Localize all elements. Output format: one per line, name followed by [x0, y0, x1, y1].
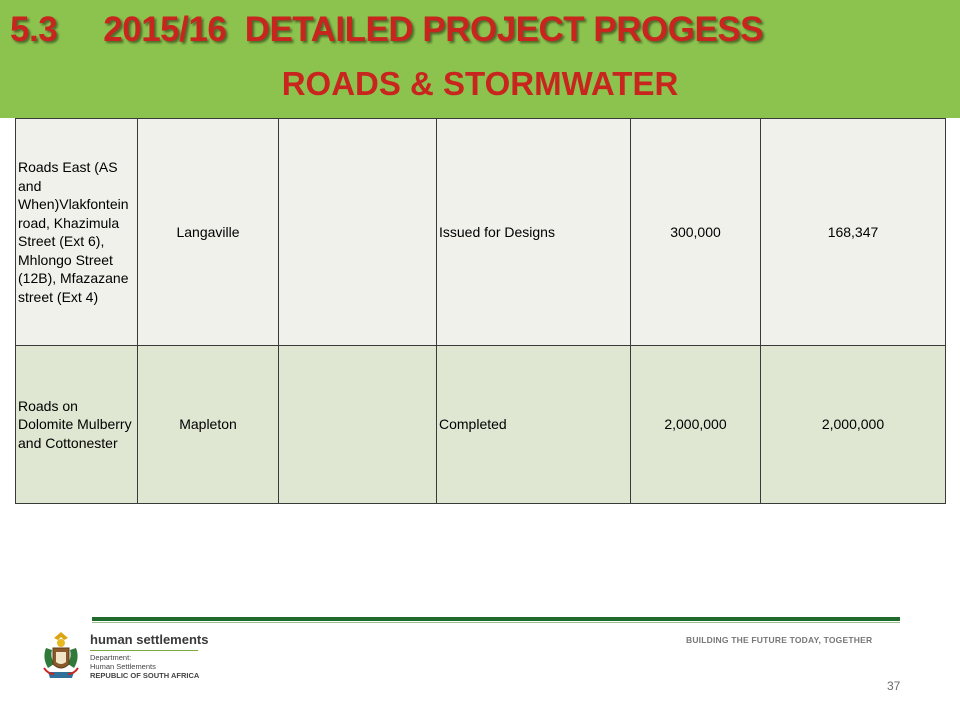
area-cell: Langaville [138, 119, 279, 346]
footer-divider [92, 617, 900, 621]
brand-underline [90, 650, 198, 651]
status-cell: Completed [437, 346, 631, 504]
project-name-cell: Roads East (AS and When)Vlakfontein road, Khazimula Street (Ext 6), Mhlongo Street (12B), Mfazazane street (Ext 4) [16, 119, 138, 346]
project-table [15, 118, 946, 504]
expenditure-cell: 2,000,000 [761, 346, 946, 504]
area-cell: Mapleton [138, 346, 279, 504]
page-number: 37 [887, 679, 901, 693]
budget-cell: 300,000 [631, 119, 761, 346]
status-cell: Issued for Designs [437, 119, 631, 346]
footer-divider-thin [92, 622, 900, 623]
slide-title: 5.3 2015/16 DETAILED PROJECT PROGESS [10, 10, 764, 49]
empty-cell [279, 119, 437, 346]
budget-cell: 2,000,000 [631, 346, 761, 504]
department-name: Human Settlements [90, 662, 156, 671]
project-name-cell: Roads on Dolomite Mulberry and Cottonester [16, 346, 138, 504]
empty-cell [279, 346, 437, 504]
department-label: Department: [90, 653, 132, 662]
brand-block [90, 632, 208, 680]
slide-subtitle: ROADS & STORMWATER [281, 65, 679, 102]
expenditure-cell: 168,347 [761, 119, 946, 346]
title-banner [0, 0, 960, 118]
country-name: REPUBLIC OF SOUTH AFRICA [90, 671, 200, 680]
table-row [16, 346, 946, 504]
coat-of-arms-icon [38, 628, 84, 684]
brand-name: human settlements [90, 632, 209, 647]
table-row [16, 119, 946, 346]
slogan: BUILDING THE FUTURE TODAY, TOGETHER [686, 635, 873, 645]
